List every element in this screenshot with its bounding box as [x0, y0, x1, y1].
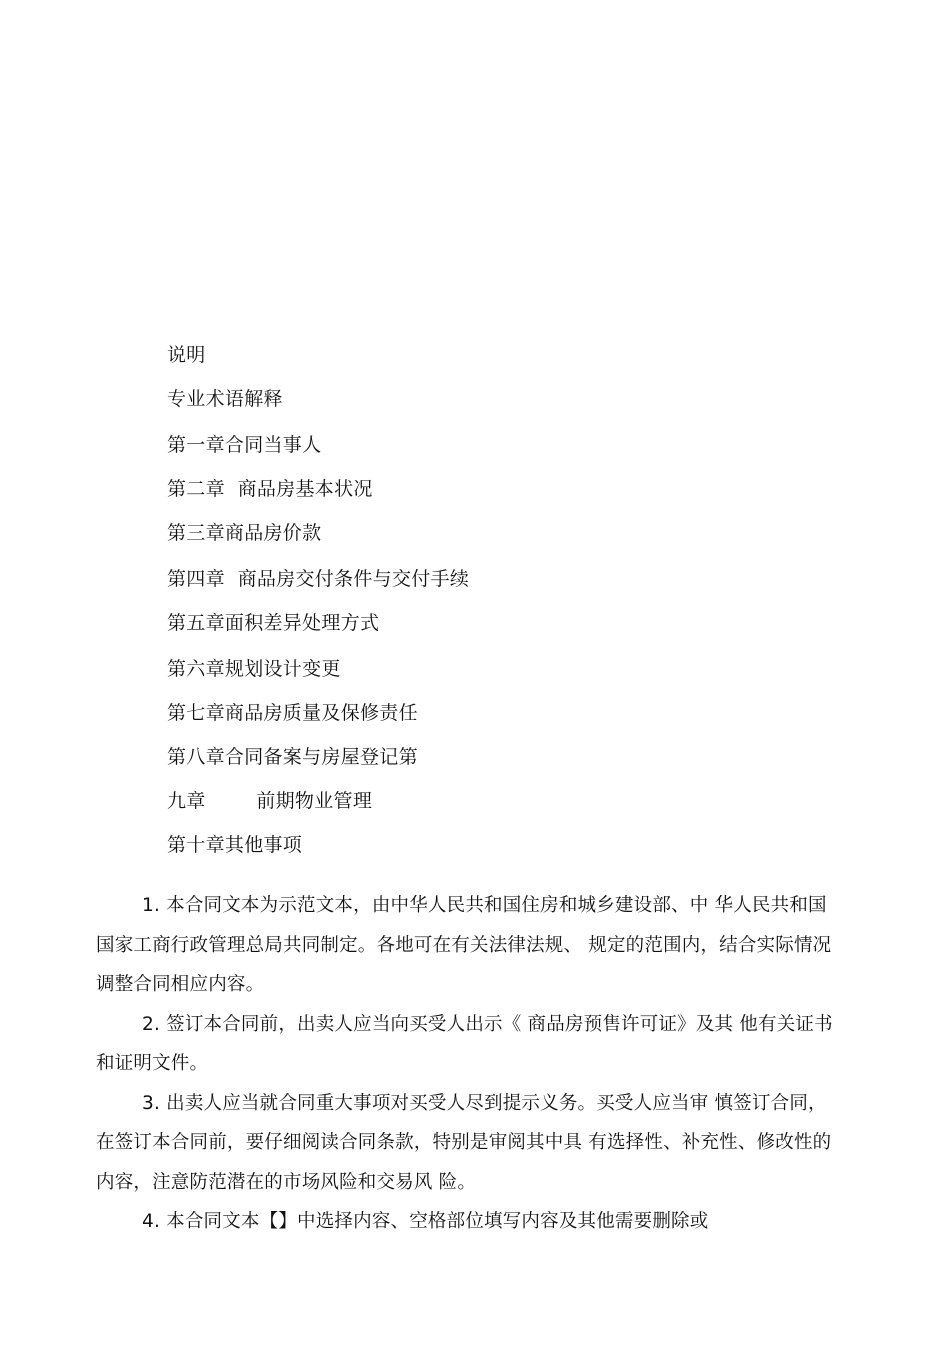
toc-item-chapter-3: 第三章商品房价款 — [167, 522, 322, 544]
toc-item-chapter-1: 第一章合同当事人 — [167, 434, 322, 456]
toc-item-chapter-4: 第四章 商品房交付条件与交付手续 — [167, 568, 470, 590]
note-paragraph-3: 3. 出卖人应当就合同重大事项对买受人尽到提示义务。买受人应当审 慎签订合同，在签订本合同前，要仔细阅读合同条款，特别是审阅其中具 有选择性、补充性、修改性的内容，注意防范潜在的市场风险和交易风 险。 — [96, 1092, 832, 1193]
note-paragraph-1: 1. 本合同文本为示范文本，由中华人民共和国住房和城乡建设部、中 华人民共和国国家工商行政管理总局共同制定。各地可在有关法律法规、 规定的范围内，结合实际情况调整合同相应内容。 — [96, 895, 832, 995]
toc-item-chapter-2: 第二章 商品房基本状况 — [167, 478, 373, 500]
note-paragraph-2: 2. 签订本合同前，出卖人应当向买受人出示《 商品房预售许可证》及其 他有关证书和证明文件。 — [96, 1013, 833, 1074]
toc-item-chapter-6: 第六章规划设计变更 — [167, 658, 341, 680]
toc-item-explanation: 说明 — [167, 344, 206, 366]
toc-item-chapter-8: 第八章合同备案与房屋登记第 — [167, 746, 418, 768]
toc-item-chapter-7: 第七章商品房质量及保修责任 — [167, 702, 418, 724]
toc-item-chapter-10: 第十章其他事项 — [167, 834, 303, 856]
toc-item-chapter-9: 九章 前期物业管理 — [167, 790, 373, 812]
toc-item-chapter-5: 第五章面积差异处理方式 — [167, 612, 380, 634]
note-paragraph-4: 4. 本合同文本【】中选择内容、空格部位填写内容及其他需要删除或 — [142, 1211, 709, 1232]
notes-section — [96, 886, 836, 1242]
toc-item-terms: 专业术语解释 — [167, 388, 283, 410]
